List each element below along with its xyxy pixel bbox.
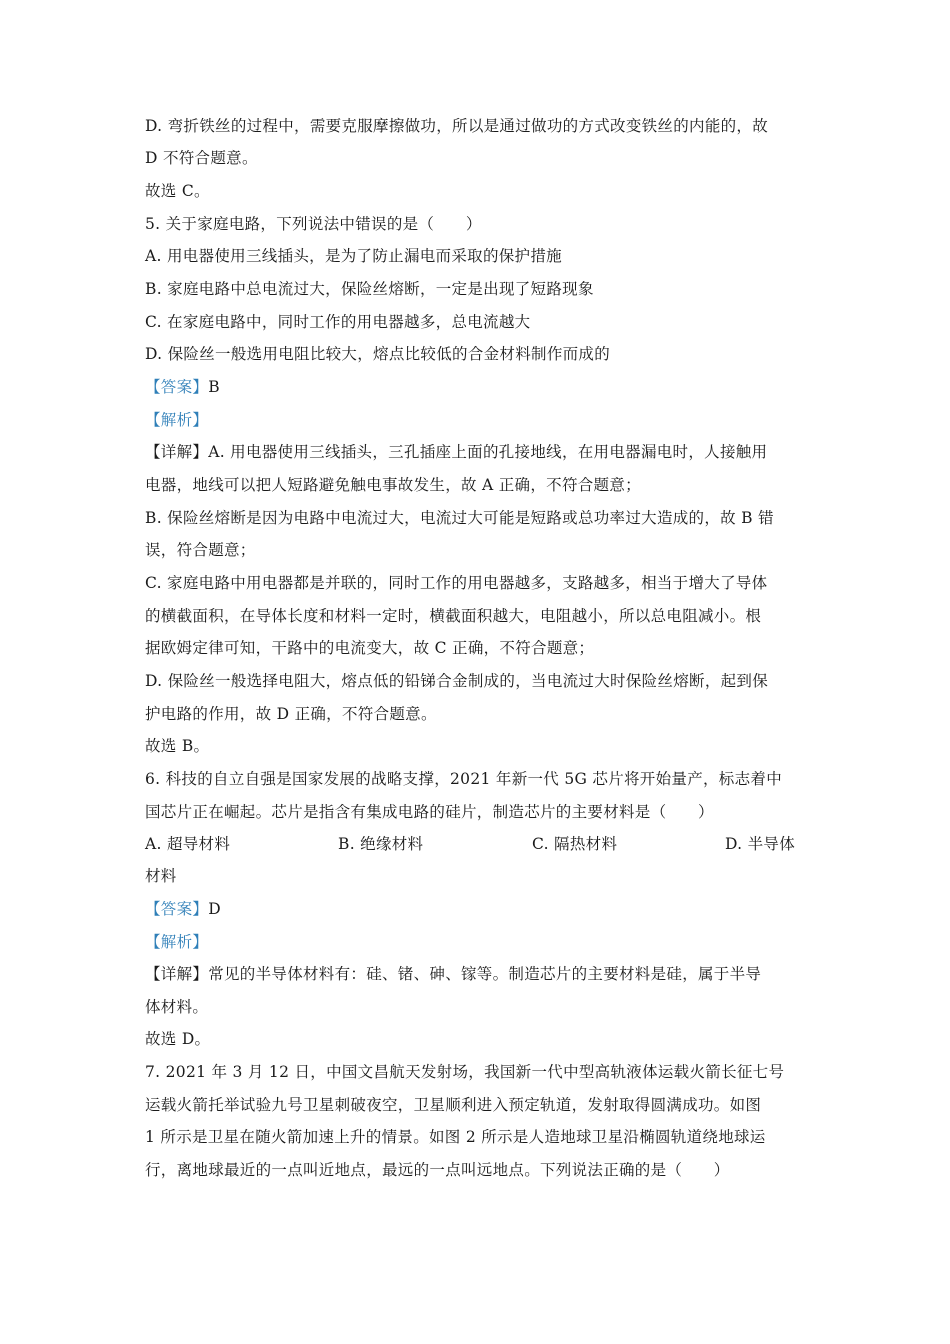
text-line: C. 家庭电路中用电器都是并联的，同时工作的用电器越多，支路越多，相当于增大了导体 (145, 574, 768, 592)
question-6-option-a: A. 超导材料 (145, 835, 231, 853)
detail-text: A. 用电器使用三线插头，三孔插座上面的孔接地线，在用电器漏电时，人接触用 (208, 443, 768, 461)
question-5-option-b: B. 家庭电路中总电流过大，保险丝熔断，一定是出现了短路现象 (145, 280, 594, 298)
question-5-detail-line (145, 442, 810, 462)
text-line: 据欧姆定律可知，干路中的电流变大，故 C 正确，不符合题意； (145, 639, 595, 657)
text-line: 故选 C。 (145, 182, 210, 200)
detail-tag: 【详解】 (145, 443, 209, 461)
analysis-tag: 【解析】 (145, 411, 209, 429)
text-line: 故选 B。 (145, 737, 210, 755)
question-5-answer (145, 377, 810, 397)
question-5-stem: 5. 关于家庭电路，下列说法中错误的是（ ） (145, 215, 482, 233)
text-line: 的横截面积，在导体长度和材料一定时，横截面积越大，电阻越小，所以总电阻减小。根 (145, 607, 762, 625)
answer-value: D (208, 900, 221, 918)
question-7-stem: 行，离地球最近的一点叫近地点，最远的一点叫远地点。下列说法正确的是（ ） (145, 1161, 730, 1179)
question-7-stem: 7. 2021 年 3 月 12 日，中国文昌航天发射场，我国新一代中型高轨液体运载火箭长征七号 (145, 1063, 785, 1081)
question-6-stem: 国芯片正在崛起。芯片是指含有集成电路的硅片，制造芯片的主要材料是（ ） (145, 803, 714, 821)
text-line: B. 保险丝熔断是因为电路中电流过大，电流过大可能是短路或总功率过大造成的，故 B 错 (145, 509, 774, 527)
question-6-option-c: C. 隔热材料 (532, 835, 618, 853)
answer-tag: 【答案】 (145, 900, 209, 918)
text-line: D 不符合题意。 (145, 149, 258, 167)
text-line: 材料 (145, 867, 177, 885)
question-6-stem: 6. 科技的自立自强是国家发展的战略支撑，2021 年新一代 5G 芯片将开始量产，标志着中 (145, 770, 782, 788)
question-5-option-c: C. 在家庭电路中，同时工作的用电器越多，总电流越大 (145, 313, 531, 331)
question-7-stem: 运载火箭托举试验九号卫星刺破夜空，卫星顺利进入预定轨道，发射取得圆满成功。如图 (145, 1096, 762, 1114)
text-line: 故选 D。 (145, 1030, 211, 1048)
text-line: 体材料。 (145, 998, 209, 1016)
detail-tag: 【详解】 (145, 965, 209, 983)
question-5-option-a: A. 用电器使用三线插头，是为了防止漏电而采取的保护措施 (145, 247, 562, 265)
answer-tag: 【答案】 (145, 378, 209, 396)
text-line: 电器，地线可以把人短路避免触电事故发生，故 A 正确，不符合题意； (145, 476, 641, 494)
text-line: D. 保险丝一般选择电阻大，熔点低的铅锑合金制成的，当电流过大时保险丝熔断，起到保 (145, 672, 769, 690)
text-line: 护电路的作用，故 D 正确，不符合题意。 (145, 705, 437, 723)
text-line: 误，符合题意； (145, 541, 256, 559)
answer-value: B (208, 378, 220, 396)
question-6-option-b: B. 绝缘材料 (338, 835, 424, 853)
detail-text: 常见的半导体材料有：硅、锗、砷、镓等。制造芯片的主要材料是硅，属于半导 (208, 965, 762, 983)
question-5-option-d: D. 保险丝一般选用电阻比较大，熔点比较低的合金材料制作而成的 (145, 345, 611, 363)
analysis-tag: 【解析】 (145, 933, 209, 951)
question-6-answer (145, 899, 810, 919)
text-line: D. 弯折铁丝的过程中，需要克服摩擦做功，所以是通过做功的方式改变铁丝的内能的，故 (145, 117, 769, 135)
question-7-stem: 1 所示是卫星在随火箭加速上升的情景。如图 2 所示是人造地球卫星沿椭圆轨道绕地球运 (145, 1128, 766, 1146)
question-6-detail-line (145, 964, 810, 984)
question-6-option-d: D. 半导体 (725, 835, 796, 853)
